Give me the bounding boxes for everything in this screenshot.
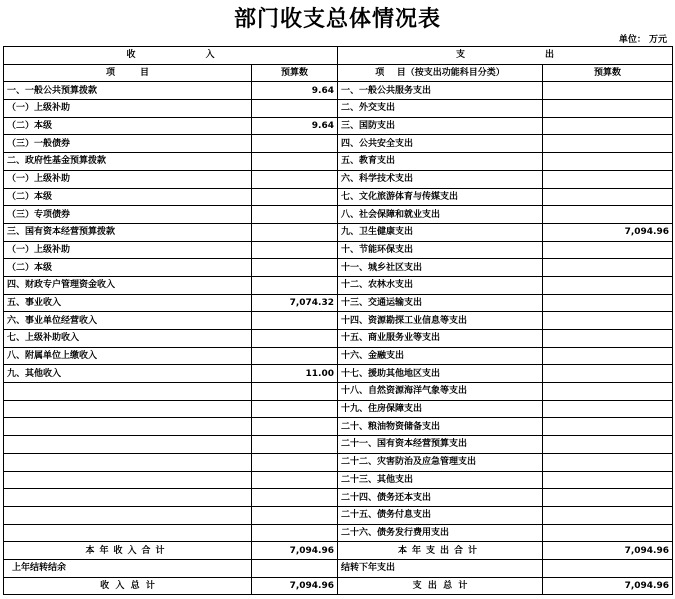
income-total-label: 本年收入合计	[4, 542, 252, 560]
income-value-cell	[252, 276, 338, 294]
table-row	[4, 400, 673, 418]
expense-item-cell: 十九、住房保障支出	[338, 400, 543, 418]
expense-item-cell: 二十二、灾害防治及应急管理支出	[338, 453, 543, 471]
table-body	[4, 82, 673, 542]
income-grand-value: 7,094.96	[252, 577, 338, 595]
expense-item-cell: 十八、自然资源海洋气象等支出	[338, 383, 543, 401]
table-row	[4, 436, 673, 454]
expense-item-cell: 九、卫生健康支出	[338, 223, 543, 241]
income-item-cell: （一）上级补助	[4, 100, 252, 118]
expense-value-cell	[543, 259, 673, 277]
income-value-cell	[252, 170, 338, 188]
income-item-cell: （一）上级补助	[4, 170, 252, 188]
income-value-cell	[252, 506, 338, 524]
expense-item-cell: 十六、金融支出	[338, 347, 543, 365]
expense-value-cell	[543, 330, 673, 348]
unit-label: 单位： 万元	[618, 35, 667, 45]
income-value-cell	[252, 241, 338, 259]
income-item-cell: （三）专项债券	[4, 206, 252, 224]
table-row	[4, 153, 673, 171]
income-item-cell	[4, 453, 252, 471]
income-item-header: 项 目	[4, 64, 252, 82]
income-item-cell	[4, 400, 252, 418]
expense-item-cell: 十、节能环保支出	[338, 241, 543, 259]
column-header-row	[4, 64, 673, 82]
table-row	[4, 276, 673, 294]
income-value-cell	[252, 223, 338, 241]
table-row	[4, 223, 673, 241]
table-row	[4, 330, 673, 348]
expense-value-cell	[543, 383, 673, 401]
expense-value-cell	[543, 506, 673, 524]
expense-value-cell	[543, 241, 673, 259]
expense-value-cell	[543, 188, 673, 206]
expense-total-label: 本年支出合计	[338, 542, 543, 560]
expense-grand-label: 支 出 总 计	[338, 577, 543, 595]
income-item-cell	[4, 436, 252, 454]
expense-item-cell: 七、文化旅游体育与传媒支出	[338, 188, 543, 206]
carryover-value	[252, 559, 338, 577]
expense-value-cell	[543, 170, 673, 188]
table-row	[4, 383, 673, 401]
expense-total-value: 7,094.96	[543, 542, 673, 560]
income-value-cell	[252, 347, 338, 365]
table-row	[4, 170, 673, 188]
total-row	[4, 542, 673, 560]
income-value-cell: 11.00	[252, 365, 338, 383]
expense-item-cell: 二、外交支出	[338, 100, 543, 118]
income-value-cell	[252, 489, 338, 507]
income-budget-header: 预算数	[252, 64, 338, 82]
expense-item-cell: 四、公共安全支出	[338, 135, 543, 153]
income-value-cell	[252, 418, 338, 436]
table-row	[4, 259, 673, 277]
expense-item-cell: 三、国防支出	[338, 117, 543, 135]
table-row	[4, 453, 673, 471]
expense-item-cell: 二十四、债务还本支出	[338, 489, 543, 507]
grand-total-row	[4, 577, 673, 595]
expense-label-2: 出	[545, 50, 555, 61]
table-row	[4, 100, 673, 118]
table-row	[4, 294, 673, 312]
expense-value-cell	[543, 294, 673, 312]
expense-value-cell	[543, 100, 673, 118]
income-value-cell	[252, 206, 338, 224]
expense-value-cell	[543, 418, 673, 436]
table-row	[4, 489, 673, 507]
income-value-cell	[252, 436, 338, 454]
expense-value-cell	[543, 436, 673, 454]
expense-value-cell: 7,094.96	[543, 223, 673, 241]
income-value-cell	[252, 453, 338, 471]
carryforward-label: 结转下年支出	[338, 559, 543, 577]
expense-item-cell: 二十、粮油物资储备支出	[338, 418, 543, 436]
table-row	[4, 365, 673, 383]
income-item-cell: 七、上级补助收入	[4, 330, 252, 348]
table-row	[4, 471, 673, 489]
income-item-cell	[4, 524, 252, 542]
expense-item-cell: 五、教育支出	[338, 153, 543, 171]
expense-item-cell: 二十五、债务付息支出	[338, 506, 543, 524]
income-grand-label: 收 入 总 计	[4, 577, 252, 595]
income-value-cell: 7,074.32	[252, 294, 338, 312]
income-value-cell	[252, 383, 338, 401]
expense-label: 支	[455, 50, 465, 61]
table-row	[4, 506, 673, 524]
income-section-header	[4, 47, 338, 65]
expense-value-cell	[543, 365, 673, 383]
income-item-cell: 二、政府性基金预算拨款	[4, 153, 252, 171]
table-row	[4, 135, 673, 153]
income-total-value: 7,094.96	[252, 542, 338, 560]
table-row	[4, 206, 673, 224]
expense-value-cell	[543, 347, 673, 365]
income-item-cell: 五、事业收入	[4, 294, 252, 312]
expense-item-cell: 二十三、其他支出	[338, 471, 543, 489]
table-row	[4, 117, 673, 135]
income-value-cell	[252, 259, 338, 277]
expense-value-cell	[543, 453, 673, 471]
section-header-row	[4, 47, 673, 65]
income-item-cell: 八、附属单位上缴收入	[4, 347, 252, 365]
income-item-cell	[4, 471, 252, 489]
income-value-cell	[252, 330, 338, 348]
income-value-cell	[252, 135, 338, 153]
income-value-cell	[252, 188, 338, 206]
income-value-cell	[252, 524, 338, 542]
carryover-row	[4, 559, 673, 577]
expense-value-cell	[543, 489, 673, 507]
income-item-cell: （二）本级	[4, 259, 252, 277]
expense-value-cell	[543, 206, 673, 224]
income-value-cell	[252, 153, 338, 171]
income-value-cell	[252, 400, 338, 418]
income-item-cell: 四、财政专户管理资金收入	[4, 276, 252, 294]
expense-budget-header: 预算数	[543, 64, 673, 82]
expense-section-header	[338, 47, 673, 65]
table-row	[4, 418, 673, 436]
income-value-cell	[252, 100, 338, 118]
expense-item-cell: 六、科学技术支出	[338, 170, 543, 188]
expense-item-cell: 十七、援助其他地区支出	[338, 365, 543, 383]
income-item-cell: 一、一般公共预算拨款	[4, 82, 252, 100]
expense-value-cell	[543, 312, 673, 330]
expense-item-cell: 十二、农林水支出	[338, 276, 543, 294]
income-value-cell: 9.64	[252, 82, 338, 100]
income-item-cell	[4, 489, 252, 507]
expense-value-cell	[543, 117, 673, 135]
carryover-label: 上年结转结余	[4, 559, 252, 577]
expense-item-cell: 二十六、债务发行费用支出	[338, 524, 543, 542]
income-item-cell: 三、国有资本经营预算拨款	[4, 223, 252, 241]
expense-value-cell	[543, 471, 673, 489]
expense-value-cell	[543, 400, 673, 418]
income-item-cell: （二）本级	[4, 188, 252, 206]
expense-value-cell	[543, 524, 673, 542]
carryforward-value	[543, 559, 673, 577]
expense-item-cell: 八、社会保障和就业支出	[338, 206, 543, 224]
income-item-cell	[4, 418, 252, 436]
expense-item-cell: 十三、交通运输支出	[338, 294, 543, 312]
table-row	[4, 524, 673, 542]
expense-grand-value: 7,094.96	[543, 577, 673, 595]
expense-value-cell	[543, 276, 673, 294]
income-value-cell	[252, 471, 338, 489]
budget-table	[3, 46, 673, 595]
income-item-cell: （一）上级补助	[4, 241, 252, 259]
expense-item-cell: 十五、商业服务业等支出	[338, 330, 543, 348]
expense-value-cell	[543, 135, 673, 153]
table-row	[4, 188, 673, 206]
income-item-cell: （二）本级	[4, 117, 252, 135]
table-row	[4, 82, 673, 100]
expense-value-cell	[543, 82, 673, 100]
table-row	[4, 312, 673, 330]
income-label-2: 入	[205, 50, 215, 61]
expense-item-header: 项 目（按支出功能科目分类）	[338, 64, 543, 82]
income-label: 收	[126, 50, 136, 61]
income-value-cell: 9.64	[252, 117, 338, 135]
income-value-cell	[252, 312, 338, 330]
page-title: 部门收支总体情况表	[233, 6, 441, 32]
income-item-cell: （三）一般债券	[4, 135, 252, 153]
income-item-cell	[4, 383, 252, 401]
expense-item-cell: 一、一般公共服务支出	[338, 82, 543, 100]
income-item-cell	[4, 506, 252, 524]
table-row	[4, 241, 673, 259]
expense-item-cell: 十一、城乡社区支出	[338, 259, 543, 277]
income-item-cell: 六、事业单位经营收入	[4, 312, 252, 330]
income-item-cell: 九、其他收入	[4, 365, 252, 383]
expense-value-cell	[543, 153, 673, 171]
table-row	[4, 347, 673, 365]
expense-item-cell: 二十一、国有资本经营预算支出	[338, 436, 543, 454]
expense-item-cell: 十四、资源勘探工业信息等支出	[338, 312, 543, 330]
